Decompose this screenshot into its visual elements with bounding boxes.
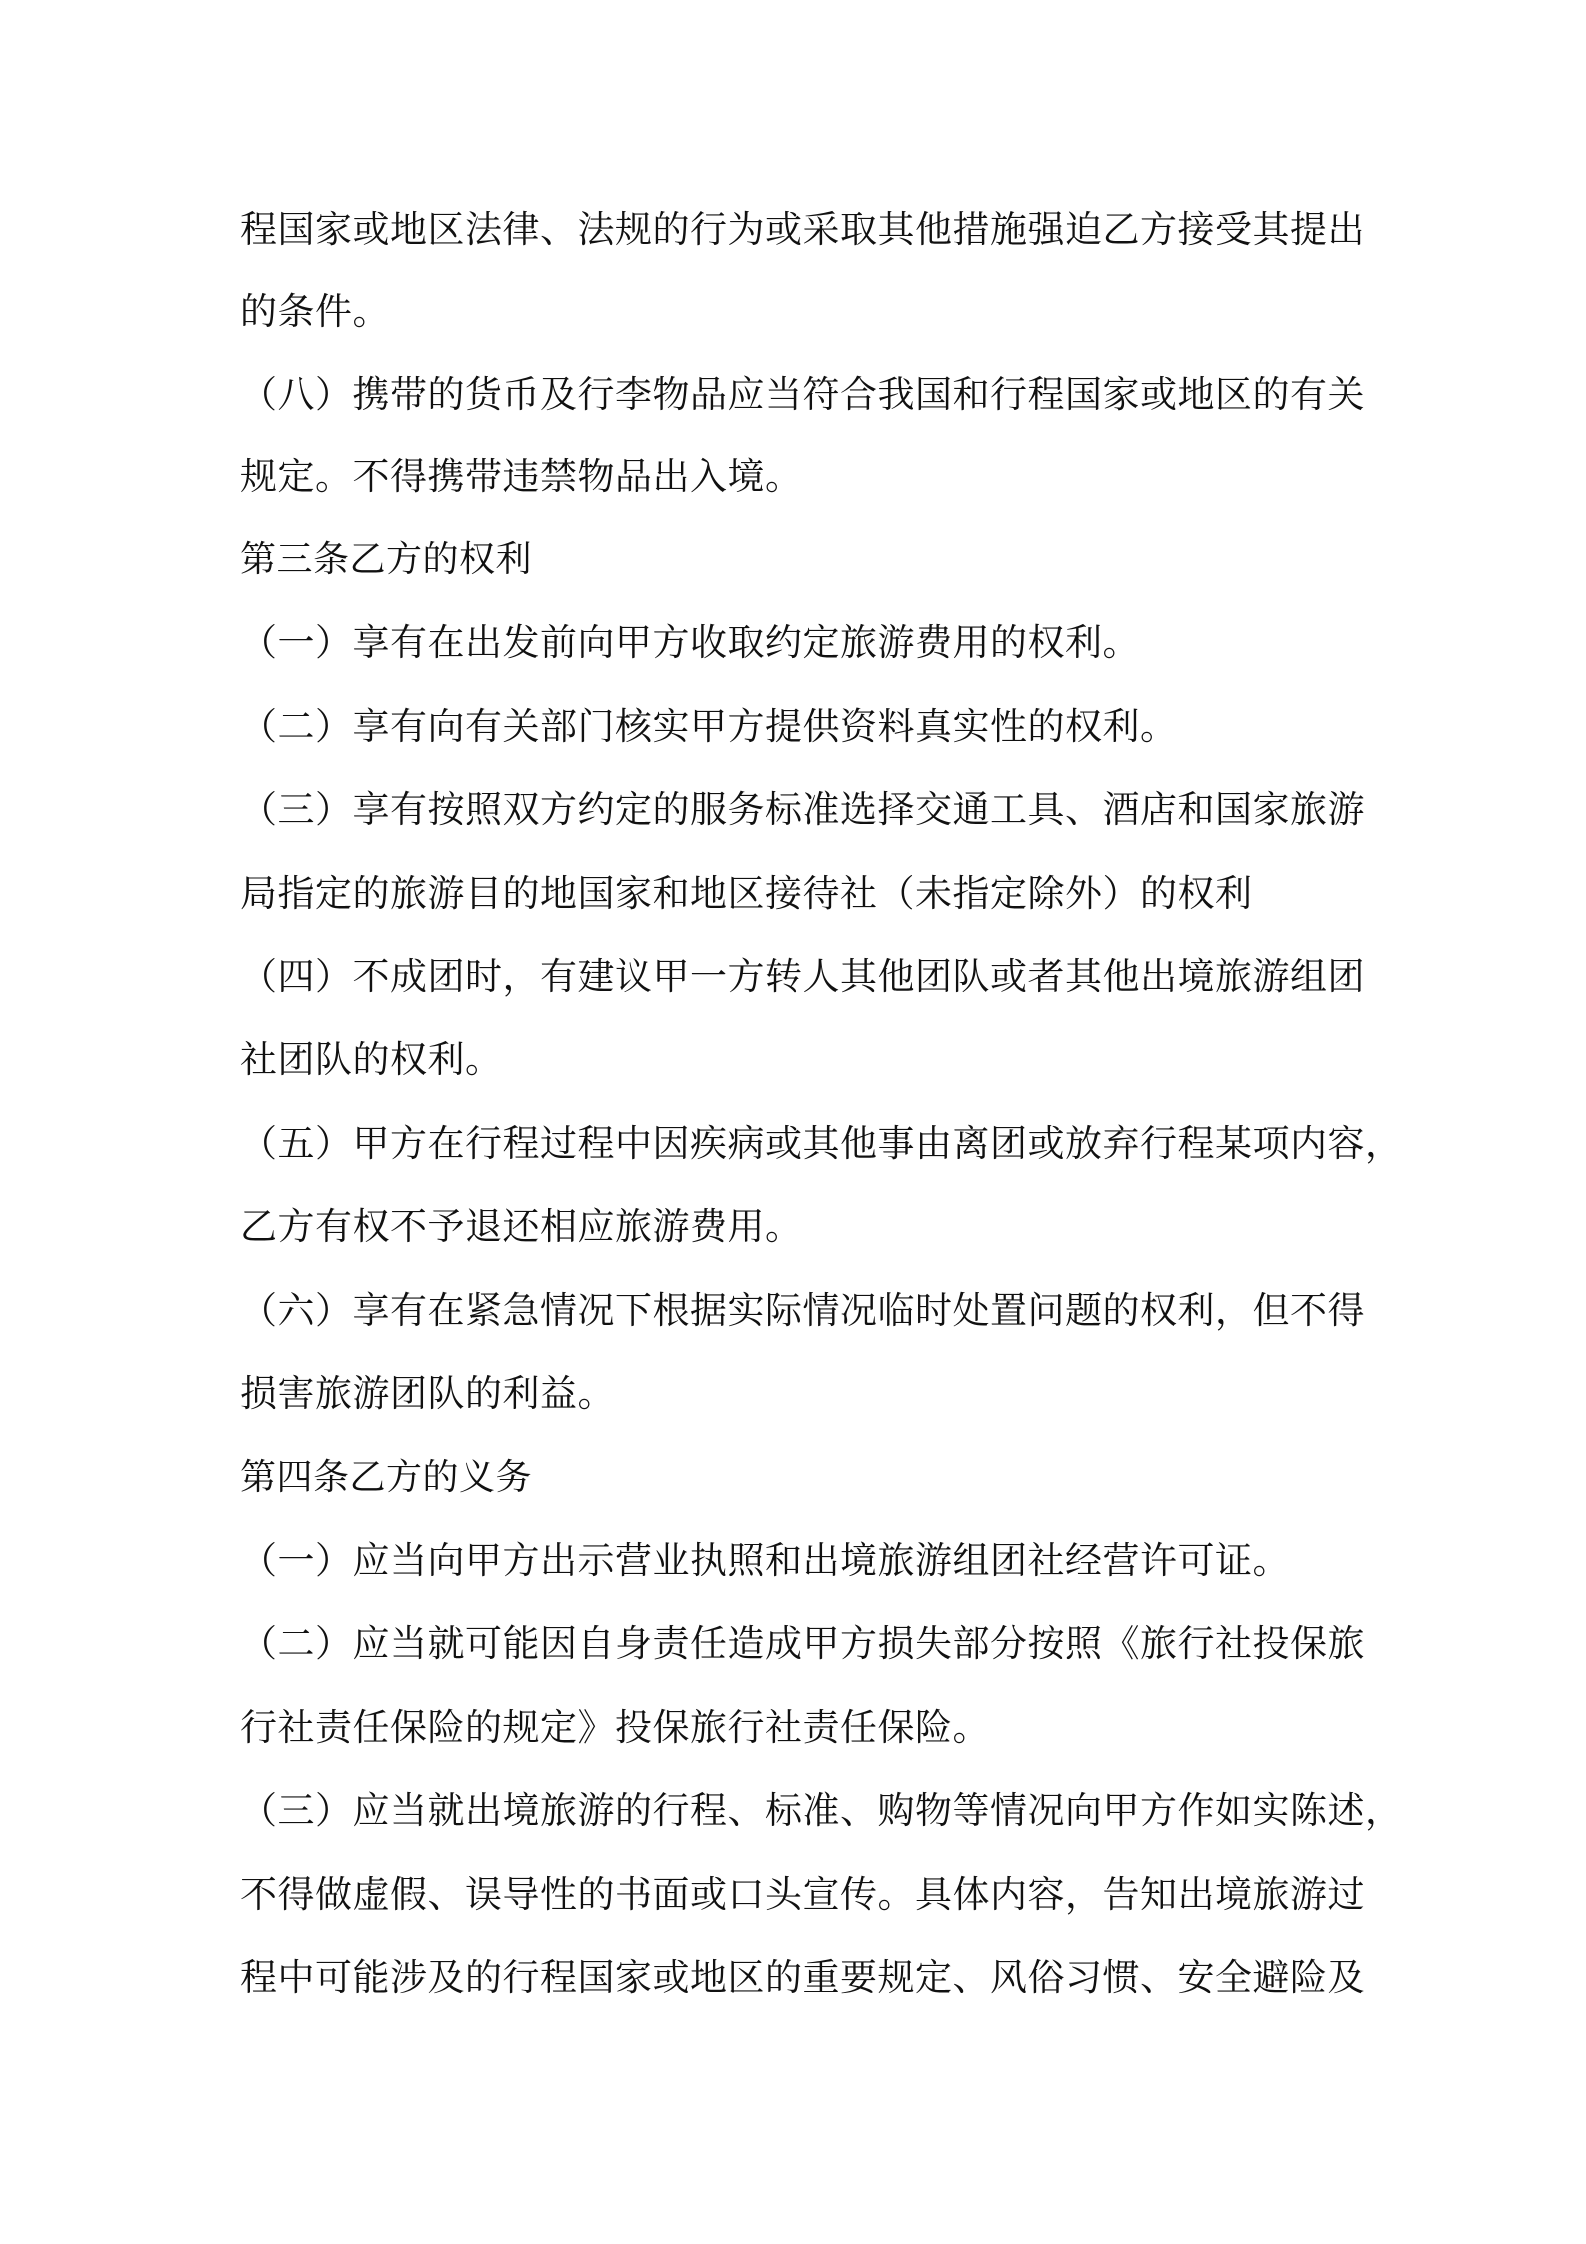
text-line: 乙方有权不予退还相应旅游费用。 — [240, 1205, 803, 1248]
text-line: 社团队的权利。 — [240, 1038, 503, 1081]
text-line: （四）不成团时，有建议甲一方转人其他团队或者其他出境旅游组团 — [240, 955, 1365, 998]
section-heading: 第四条乙方的义务 — [240, 1457, 533, 1498]
text-line: （一）享有在出发前向甲方收取约定旅游费用的权利。 — [240, 621, 1140, 664]
text-line: 行社责任保险的规定》投保旅行社责任保险。 — [240, 1706, 990, 1749]
text-line: （三）应当就出境旅游的行程、标准、购物等情况向甲方作如实陈述， — [240, 1789, 1403, 1832]
text-line: 程中可能涉及的行程国家或地区的重要规定、风俗习惯、安全避险及 — [240, 1956, 1365, 1999]
text-line: 不得做虚假、误导性的书面或口头宣传。具体内容，告知出境旅游过 — [240, 1873, 1365, 1916]
text-line: 的条件。 — [240, 290, 390, 333]
text-line: （一）应当向甲方出示营业执照和出境旅游组团社经营许可证。 — [240, 1539, 1290, 1582]
text-line: （八）携带的货币及行李物品应当符合我国和行程国家或地区的有关 — [240, 373, 1365, 416]
text-line: 损害旅游团队的利益。 — [240, 1372, 615, 1415]
text-line: （二）享有向有关部门核实甲方提供资料真实性的权利。 — [240, 705, 1178, 748]
text-line: 局指定的旅游目的地国家和地区接待社（未指定除外）的权利 — [240, 872, 1253, 915]
text-line: 程国家或地区法律、法规的行为或采取其他措施强迫乙方接受其提出 — [240, 208, 1365, 251]
text-line: （六）享有在紧急情况下根据实际情况临时处置问题的权利，但不得 — [240, 1289, 1365, 1332]
text-line: （三）享有按照双方约定的服务标准选择交通工具、酒店和国家旅游 — [240, 788, 1365, 831]
text-line: 规定。不得携带违禁物品出入境。 — [240, 455, 803, 498]
text-line: （五）甲方在行程过程中因疾病或其他事由离团或放弃行程某项内容， — [240, 1122, 1403, 1165]
text-line: （二）应当就可能因自身责任造成甲方损失部分按照《旅行社投保旅 — [240, 1622, 1365, 1665]
section-heading: 第三条乙方的权利 — [240, 539, 533, 580]
